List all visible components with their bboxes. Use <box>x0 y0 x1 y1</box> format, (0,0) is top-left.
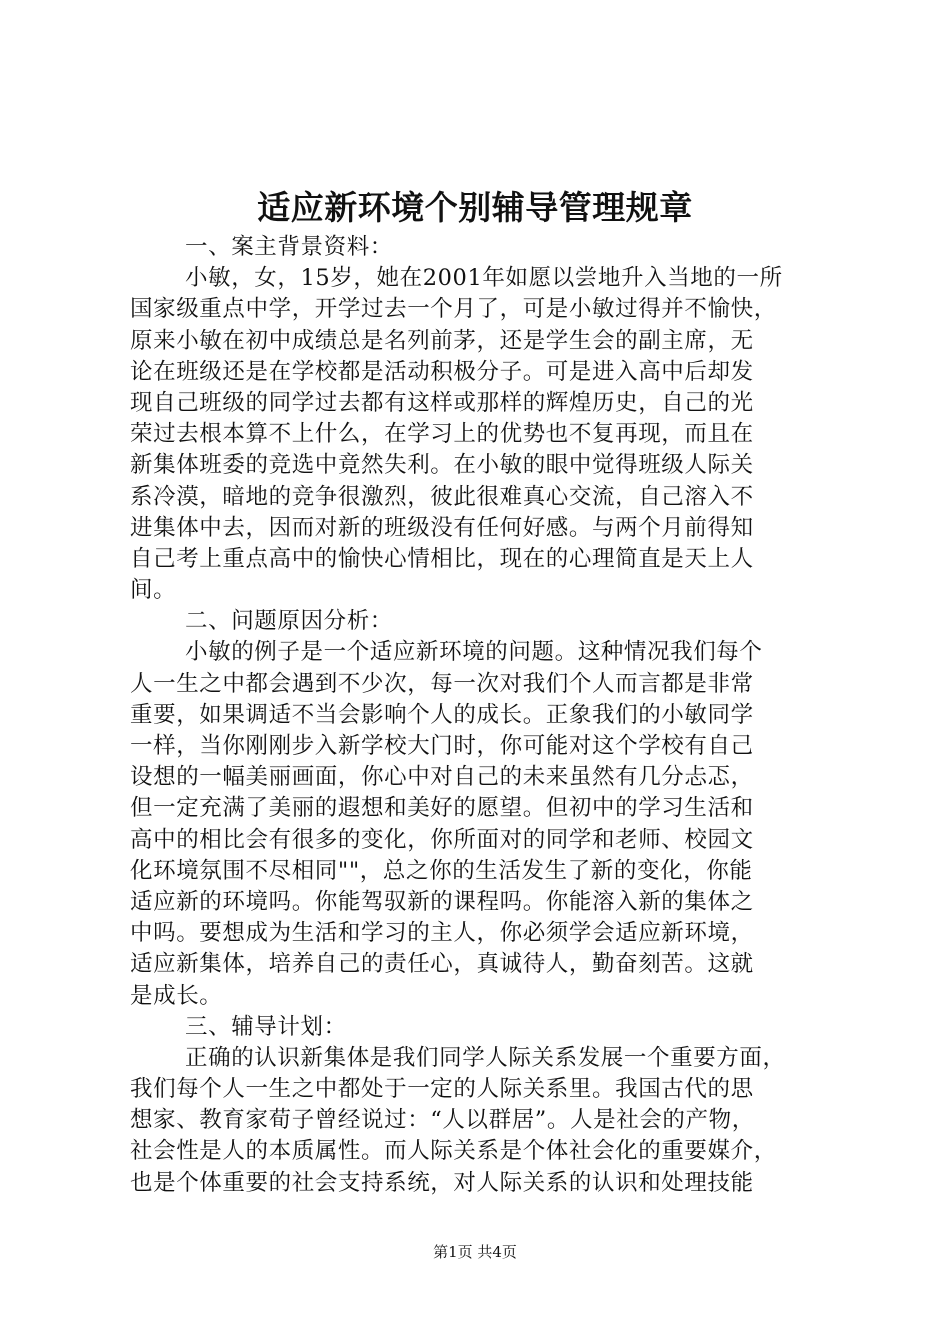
text-line: 是成长。 <box>130 982 223 1009</box>
text-line: 自己考上重点高中的愉快心情相比，现在的心理简直是天上人 <box>130 545 754 572</box>
text-line: 重要，如果调适不当会影响个人的成长。正象我们的小敏同学 <box>130 701 754 728</box>
document-body <box>130 232 828 1199</box>
text-line: 国家级重点中学，开学过去一个月了，可是小敏过得并不愉快， <box>130 296 777 323</box>
text-line: 小敏的例子是一个适应新环境的问题。这种情况我们每个 <box>185 639 763 666</box>
text-line: 适应新的环境吗。你能驾驭新的课程吗。你能溶入新的集体之 <box>130 888 754 915</box>
text-line: 正确的认识新集体是我们同学人际关系发展一个重要方面， <box>185 1044 786 1071</box>
text-line: 系冷漠，暗地的竞争很激烈，彼此很难真心交流，自己溶入不 <box>130 483 754 510</box>
text-line: 中吗。要想成为生活和学习的主人，你必须学会适应新环境， <box>130 920 754 947</box>
text-line: 现自己班级的同学过去都有这样或那样的辉煌历史，自己的光 <box>130 389 754 416</box>
text-line: 想家、教育家荀子曾经说过：“人以群居”。人是社会的产物， <box>130 1107 755 1134</box>
text-line: 我们每个人一生之中都处于一定的人际关系里。我国古代的思 <box>130 1076 754 1103</box>
text-line: 适应新集体，培养自己的责任心，真诚待人，勤奋刻苦。这就 <box>130 951 754 978</box>
text-line: 但一定充满了美丽的遐想和美好的愿望。但初中的学习生活和 <box>130 795 754 822</box>
text-line: 原来小敏在初中成绩总是名列前茅，还是学生会的副主席，无 <box>130 327 754 354</box>
text-line: 小敏，女，15岁，她在2001年如愿以尝地升入当地的一所 <box>185 265 783 292</box>
text-line: 三、辅导计划： <box>185 1013 347 1040</box>
text-line: 论在班级还是在学校都是活动积极分子。可是进入高中后却发 <box>130 358 754 385</box>
text-line: 高中的相比会有很多的变化，你所面对的同学和老师、校园文 <box>130 826 754 853</box>
page-footer: 第1页 共4页 <box>433 1243 517 1261</box>
text-line: 也是个体重要的社会支持系统，对人际关系的认识和处理技能 <box>130 1169 754 1196</box>
text-line: 社会性是人的本质属性。而人际关系是个体社会化的重要媒介， <box>130 1138 777 1165</box>
text-line: 人一生之中都会遇到不少次，每一次对我们个人而言都是非常 <box>130 670 754 697</box>
text-line: 一样，当你刚刚步入新学校大门时，你可能对这个学校有自己 <box>130 733 754 759</box>
text-line: 新集体班委的竞选中竟然失利。在小敏的眼中觉得班级人际关 <box>130 452 754 479</box>
text-line: 一、案主背景资料： <box>185 234 393 260</box>
document-title: 适应新环境个别辅导管理规章 <box>257 188 693 227</box>
text-line: 二、问题原因分析： <box>185 608 393 635</box>
text-line: 化环境氛围不尽相同""，总之你的生活发生了新的变化，你能 <box>130 857 753 884</box>
text-line: 荣过去根本算不上什么，在学习上的优势也不复再现，而且在 <box>130 421 754 448</box>
text-line: 进集体中去，因而对新的班级没有任何好感。与两个月前得知 <box>130 514 754 541</box>
text-line: 设想的一幅美丽画面，你心中对自己的未来虽然有几分忐忑， <box>130 764 754 791</box>
text-line: 间。 <box>130 577 177 604</box>
